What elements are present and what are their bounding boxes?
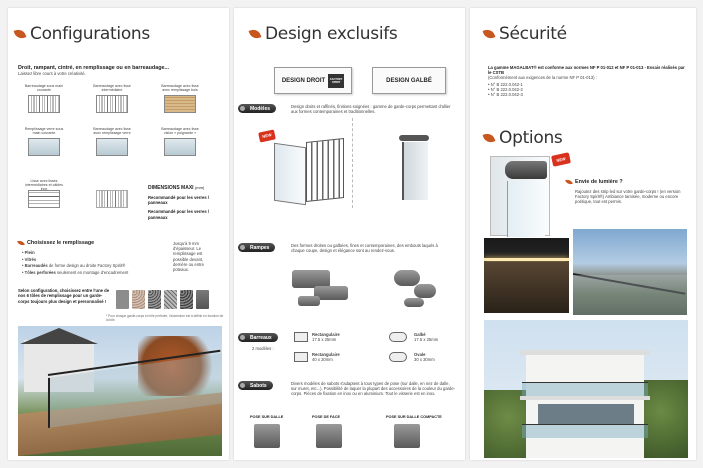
swatch-2 xyxy=(132,290,145,309)
page-configurations xyxy=(8,8,229,460)
swatch-5 xyxy=(180,290,193,309)
securite-sub: (Conformément aux exigences de la norme NF P 01-013) : xyxy=(488,75,597,81)
bar4-dim: 30 x 30mm xyxy=(414,357,435,363)
bar4-name: Ovale xyxy=(414,352,426,357)
fill-list xyxy=(22,250,147,276)
sabots-tag: Sabots xyxy=(238,381,273,390)
new-badge: NEW xyxy=(258,129,276,142)
thumb-railing xyxy=(164,138,196,156)
bar1-dim: 17.5 x 25mm xyxy=(312,337,337,343)
fill-heading xyxy=(18,240,94,246)
thumb-railing xyxy=(96,138,128,156)
dims-title: DIMENSIONS MAXI xyxy=(148,185,194,191)
design-heading xyxy=(250,24,398,44)
design-galbe-box xyxy=(372,67,446,94)
sabot1-label: POSE SUR DALLE xyxy=(250,415,284,419)
led-profile xyxy=(505,161,547,179)
rampes-tag: Rampes xyxy=(238,243,275,252)
dims-box xyxy=(148,185,220,220)
fill-item: • Barreaudés de forme design au droite Factory Spirit® xyxy=(22,263,126,268)
terrace xyxy=(484,262,569,313)
intro-title: Droit, rampant, cintré, en remplissage ou en barreaudage... xyxy=(18,65,169,71)
sabots-text: Divers modèles de sabots s'adaptent à tous types de pose (sur dalle, en nez de dalle, sur muret, etc...). Possibilité de laquer la plupart des accessoires de la couleur du garde-corps. Pièces de fixation en inox ou en aluminium. Tout le visserie est en inox. xyxy=(291,381,456,397)
swatch-3 xyxy=(148,290,161,309)
dims-line: Recommandé pour les verres / panneaux xyxy=(148,195,209,206)
fill-item: • Tôles perforées seulement en montage d'encadrement xyxy=(22,269,129,275)
thumb-label: Barreaudage avec lisse avec remplissage verre xyxy=(93,127,131,136)
thumb-label: Barreaudage avec lisse avec remplissage bois xyxy=(161,84,199,93)
light-heading xyxy=(566,179,623,185)
bar-model xyxy=(306,138,344,202)
city-view-photo xyxy=(573,229,687,315)
slab xyxy=(520,350,650,355)
thumb-railing xyxy=(28,190,60,208)
sabot3-label: POSE SUR DALLE COMPACTE xyxy=(386,415,442,419)
design-droit-label: DESIGN DROIT xyxy=(281,77,326,84)
divider xyxy=(352,118,353,208)
factory-spirit-logo: FACTORY SPIRIT xyxy=(328,74,344,88)
leaf-icon xyxy=(14,28,27,41)
thumb-label: Barreaudage avec lisse vision « poignarde » xyxy=(161,127,199,136)
intro-sub: Laissez libre cours à votre créativité. xyxy=(18,71,86,76)
led-rail-image xyxy=(490,156,550,236)
leaf-icon xyxy=(483,132,496,145)
securite-heading xyxy=(484,24,567,44)
sabot3-part xyxy=(394,424,420,448)
thumb-railing xyxy=(96,95,128,113)
colour-text: Selon configuration, choisissez entre l'une de nos 6 tôles de remplissage pour un garde-corps toujours plus design et personnalisé ! xyxy=(18,288,110,304)
page-design xyxy=(234,8,465,460)
house-roof xyxy=(20,328,98,344)
securite-block xyxy=(488,65,686,97)
leaf-icon xyxy=(483,28,496,41)
page-securite xyxy=(470,8,696,460)
norm-item: • N° B 222.0.042-1 xyxy=(488,81,523,87)
thumb-label: Remplissage verre sous main courante xyxy=(24,127,64,136)
bar1-name: Rectangulaire xyxy=(312,332,340,337)
galbe-rail xyxy=(399,135,429,141)
sabot2-part xyxy=(316,424,342,448)
led-glass xyxy=(507,181,545,237)
bar-section-icon xyxy=(294,332,308,342)
page-title: Sécurité xyxy=(499,24,567,44)
design-galbe-label: DESIGN GALBÉ xyxy=(386,77,432,84)
windows xyxy=(538,404,634,424)
page-title: Design exclusifs xyxy=(265,24,398,44)
sabot1-part xyxy=(254,424,280,448)
rampes-text: Des formes droites ou galbées, fines et contemporaines, des embouts laqués à chaque coupe, design et élégance sont au rendez-vous. xyxy=(291,243,438,254)
thumb-railing xyxy=(164,95,196,113)
barreaux-sub: 2 modèles : xyxy=(252,346,274,351)
rampe-profile xyxy=(414,284,436,298)
options-heading xyxy=(484,128,563,148)
swatch-4 xyxy=(164,290,177,309)
swatch-1 xyxy=(116,290,129,309)
intro-block xyxy=(18,65,223,76)
glass-panel xyxy=(573,275,687,315)
led-night-photo xyxy=(484,238,569,313)
bar3-name: Galbé xyxy=(414,332,426,337)
fill-title: Choisissez le remplissage xyxy=(27,240,95,246)
dims-unit: (mm) xyxy=(194,185,205,190)
rampe-profile xyxy=(298,296,320,306)
fill-item: • Plein xyxy=(22,250,35,255)
glass-model xyxy=(274,143,306,205)
barreaux-tag: Barreaux xyxy=(238,333,278,342)
bar-section-icon xyxy=(294,352,308,362)
glass-railing xyxy=(522,382,648,396)
modeles-text: Design droits et raffinés, finitions soignées : gamme de garde-corps permettant d'allier aux formes contemporaines et traditionnelles. xyxy=(291,104,451,115)
light-title: Envie de lumière ? xyxy=(575,179,623,185)
building-photo xyxy=(484,320,688,458)
colour-note: * Pour chaque garde-corps en tôle perforée, l'aluminium est à définir en fonction de la tôle. xyxy=(106,314,224,322)
thumb-railing xyxy=(28,95,60,113)
options-title: Options xyxy=(499,128,563,148)
thumb-label: Barreaudage avec lisse intermédiaire xyxy=(93,84,131,93)
thumb-railing xyxy=(28,138,60,156)
sabot2-label: POSE DE FACE xyxy=(312,415,341,419)
bar2-dim: 40 x 20mm xyxy=(312,357,333,363)
swatch-6 xyxy=(196,290,209,309)
norm-item: • N° B 222.0.042-2 xyxy=(488,86,523,92)
glass-railing xyxy=(522,424,648,438)
page-title: Configurations xyxy=(30,24,150,44)
modeles-tag: Modèles xyxy=(238,104,276,113)
leaf-icon xyxy=(249,28,262,41)
thumb-railing xyxy=(96,190,128,208)
bar-section-icon xyxy=(389,352,407,362)
leaf-icon xyxy=(565,178,573,186)
side-note: Jusqu'à 9 mm d'épaisseur. Le remplissage est possible devant, derrière ou entre poteaux. xyxy=(173,241,204,273)
rampe-profile xyxy=(394,270,420,286)
bar2-name: Rectangulaire xyxy=(312,352,340,357)
slab xyxy=(520,396,650,400)
light-text: Rajoutez des strip led sur votre garde-corps ! (en version Factory Spirit®) Ambiance tamisée, moderne ou encore poétique, tout est permis. xyxy=(575,189,681,205)
design-droit-box xyxy=(274,67,352,94)
rampe-profile xyxy=(404,298,424,307)
fill-item: • Vitrés xyxy=(22,256,37,262)
bar3-dim: 17.5 x 25mm xyxy=(414,337,439,343)
new-badge: NEW xyxy=(551,152,571,167)
galbe-glass xyxy=(402,142,428,200)
bar-section-icon xyxy=(389,332,407,342)
securite-text: La gamme MAGALBAT® est conforme aux normes NF P 01-012 et NF P 01-013 - Essais réalisés par le CSTB xyxy=(488,65,685,76)
configurations-heading xyxy=(15,24,150,44)
led-strip xyxy=(484,258,569,261)
house-photo xyxy=(18,326,222,456)
leaf-icon xyxy=(17,239,25,247)
norm-item: • N° B 222.0.042-3 xyxy=(488,92,523,98)
thumb-label: Lisse avec lisses intermédiaires et câbles xyxy=(25,179,63,188)
thumb-label: Barreaudage sous main courante xyxy=(24,84,64,93)
dims-line: Recommandé pour les verres / panneaux xyxy=(148,209,209,220)
